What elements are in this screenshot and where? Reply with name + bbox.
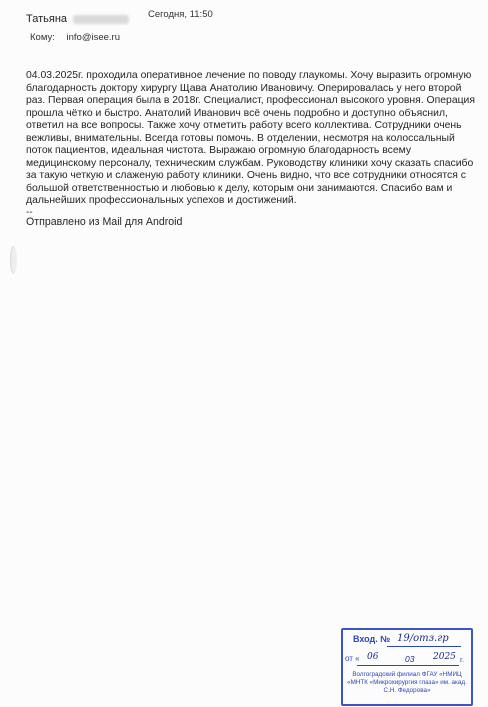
recipient-row — [30, 32, 120, 43]
stamp-day: 06 — [367, 652, 379, 662]
email-date: Сегодня, 11:50 — [148, 9, 213, 20]
stamp-organization: Волгоградский филиал ФГАУ «НМИЦ «МНТК «Микрохирургия глаза» им. акад. С.Н. Федорова» — [347, 671, 467, 694]
stamp-month: 03 — [405, 654, 415, 664]
to-label: Кому: — [30, 32, 55, 43]
stamp-year-suffix: г. — [460, 655, 464, 664]
signature-separator: -- — [26, 207, 33, 218]
stamp-year: 2025 — [433, 652, 456, 662]
to-address: info@isee.ru — [66, 32, 120, 43]
stamp-incoming-label: Вход. № — [353, 634, 391, 644]
sender-name: Татьяна — [26, 13, 68, 25]
punch-hole — [10, 246, 17, 274]
redacted-surname — [73, 15, 129, 24]
email-signature: Отправлено из Mail для Android — [26, 216, 183, 228]
registration-stamp — [341, 628, 473, 706]
stamp-underline — [387, 646, 461, 647]
email-body: 04.03.2025г. проходила оперативное лечение по поводу глаукомы. Хочу выразить огромную благодарность доктору хирургу Щава Анатолию Ивановичу. Оперировалась у него второй раз. Первая операция была в 2018г. Специалист, профессионал высокого уровня. Операция прошла чётко и быстро. Анатолий Иванович всё очень подробно и доступно объяснил, ответил на все вопросы. Также хочу отметить работу всего коллектива. Сотрудники очень вежливы, внимательны. Всегда готовы помочь. В отделении, несмотря на колоссальный поток пациентов, идеальная чистота. Выражаю огромную благодарность всему медицинскому персоналу, техническим службам. Руководству клиники хочу сказать спасибо за такую четкую и слаженую работу клиники. Очень видно, что все сотрудники относятся с большой ответственностью и любовью к делу, которым они занимаются. Спасибо вам и дальнейших профессиональных успехов и достижений. — [26, 70, 475, 206]
stamp-incoming-number: 19/отз.гр — [397, 633, 449, 644]
stamp-date-underline — [357, 665, 459, 666]
stamp-from-label: от « — [345, 654, 360, 663]
